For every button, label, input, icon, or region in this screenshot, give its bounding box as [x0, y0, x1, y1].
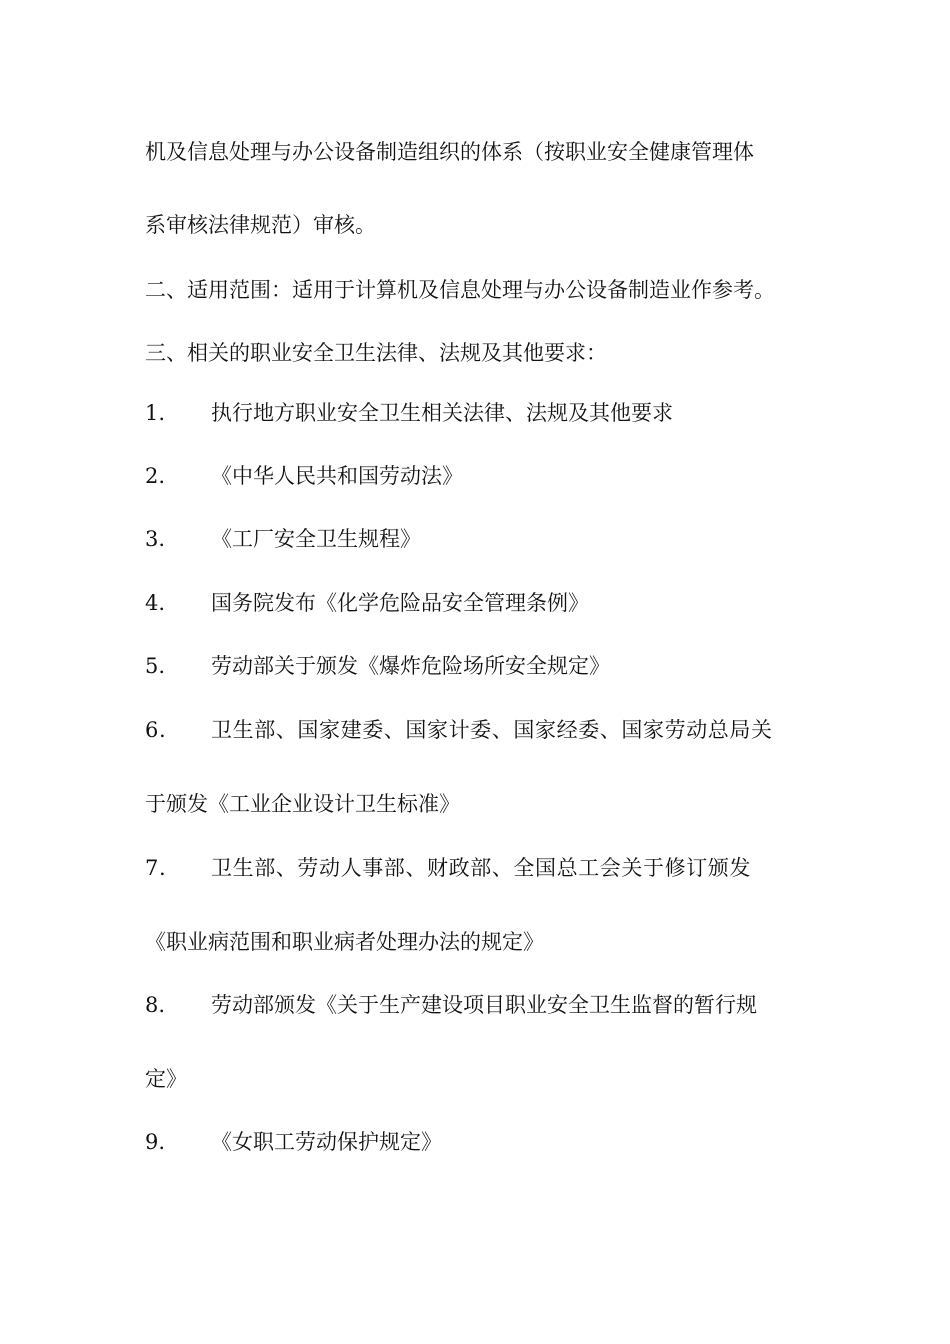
list-item	[145, 398, 815, 428]
list-number: 1.	[145, 401, 166, 425]
list-text: 《女职工劳动保护规定》	[211, 1130, 442, 1154]
list-number: 2.	[145, 464, 166, 488]
list-item	[145, 990, 815, 1020]
list-item-continuation	[145, 1064, 815, 1094]
line-text: 系审核法律规范）审核。	[145, 213, 376, 237]
list-item	[145, 588, 815, 618]
list-item	[145, 715, 815, 745]
list-item	[145, 1127, 815, 1157]
list-text: 国务院发布《化学危险品安全管理条例》	[211, 591, 589, 615]
list-text: 《职业病范围和职业病者处理办法的规定》	[145, 930, 544, 954]
list-number: 5.	[145, 654, 166, 678]
list-number: 9.	[145, 1130, 166, 1154]
paragraph-line	[145, 210, 815, 240]
list-item	[145, 524, 815, 554]
list-number: 4.	[145, 591, 166, 615]
list-number: 3.	[145, 527, 166, 551]
list-text: 劳动部关于颁发《爆炸危险场所安全规定》	[211, 654, 610, 678]
list-text: 《中华人民共和国劳动法》	[211, 464, 463, 488]
list-number: 8.	[145, 993, 166, 1017]
list-item	[145, 651, 815, 681]
paragraph-line	[145, 137, 815, 167]
list-text: 《工厂安全卫生规程》	[211, 527, 421, 551]
list-item	[145, 461, 815, 491]
list-number: 6.	[145, 718, 167, 742]
list-text: 卫生部、劳动人事部、财政部、全国总工会关于修订颁发	[211, 856, 751, 880]
list-item	[145, 853, 815, 883]
section-heading-regulations	[145, 338, 815, 368]
line-text: 三、相关的职业安全卫生法律、法规及其他要求：	[145, 341, 607, 365]
list-item-continuation	[145, 927, 815, 957]
list-text: 于颁发《工业企业设计卫生标准》	[145, 792, 460, 816]
line-text: 机及信息处理与办公设备制造组织的体系（按职业安全健康管理体	[145, 140, 754, 164]
list-text: 卫生部、国家建委、国家计委、国家经委、国家劳动总局关	[211, 718, 773, 742]
list-item-continuation	[145, 789, 815, 819]
list-number: 7.	[145, 856, 167, 880]
line-text: 二、适用范围：适用于计算机及信息处理与办公设备制造业作参考。	[145, 278, 775, 302]
list-text: 执行地方职业安全卫生相关法律、法规及其他要求	[211, 401, 673, 425]
section-heading-scope	[145, 275, 815, 305]
list-text: 劳动部颁发《关于生产建设项目职业安全卫生监督的暂行规	[211, 993, 757, 1017]
list-text: 定》	[145, 1067, 187, 1091]
